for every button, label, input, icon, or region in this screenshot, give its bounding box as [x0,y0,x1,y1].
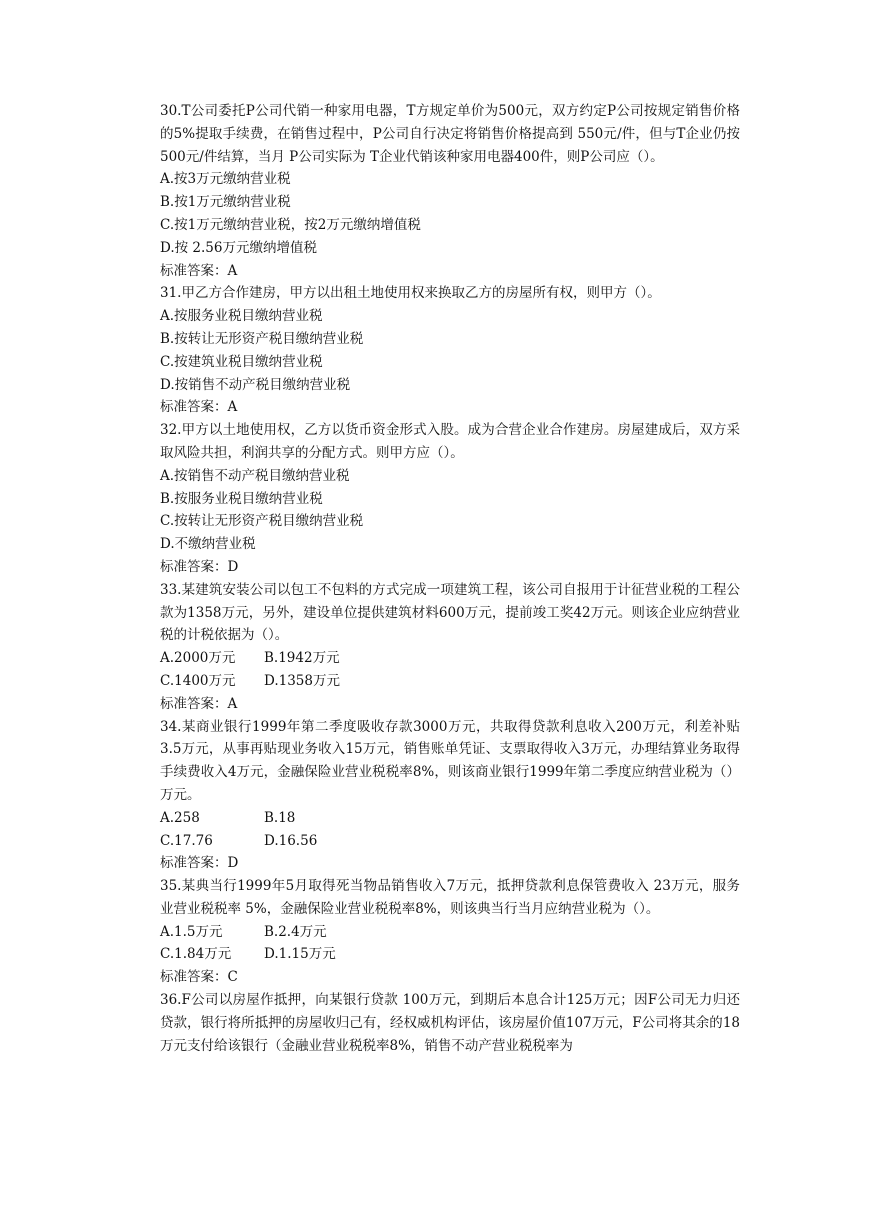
question-36-stem: 36.F公司以房屋作抵押，向某银行贷款 100万元，到期后本息合计125万元；因F公司无力归还贷款，银行将所抵押的房屋收归己有，经权威机构评估，该房屋价值107万元，F公司将其余的18万元支付给该银行（金融业营业税税率8%，销售不动产营业税税率为 [160,992,740,1054]
question-32-option-c: C.按转让无形资产税目缴纳营业税 [160,513,364,530]
question-32-option-a: A.按销售不动产税目缴纳营业税 [160,467,350,484]
question-33-answer: 标准答案：A [160,695,238,712]
question-35-options-row-2 [160,943,740,966]
question-33-stem: 33.某建筑安装公司以包工不包料的方式完成一项建筑工程，该公司自报用于计征营业税的工程公款为1358万元，另外，建设单位提供建筑材料600万元，提前竣工奖42万元。则该企业应纳营业税的计税依据为（）。 [160,581,740,644]
question-33-option-d: D.1358万元 [264,672,340,689]
question-35-answer: 标准答案：C [160,969,238,986]
question-34-option-d: D.16.56 [264,832,318,849]
question-33-options-row-1 [160,647,740,670]
question-31-option-b: B.按转让无形资产税目缴纳营业税 [160,330,364,347]
question-30-option-d: D.按 2.56万元缴纳增值税 [160,239,317,256]
question-34-option-b: B.18 [264,809,296,826]
question-35-option-b: B.2.4万元 [264,923,327,940]
question-34-options-row-2 [160,830,740,853]
question-31-option-a: A.按服务业税目缴纳营业税 [160,308,323,325]
question-33-option-a: A.2000万元 [160,650,236,667]
question-31-option-c: C.按建筑业税目缴纳营业税 [160,353,323,370]
question-34-answer: 标准答案：D [160,855,239,872]
question-31-answer: 标准答案：A [160,399,238,416]
question-35-option-a: A.1.5万元 [160,923,223,940]
question-35-option-c: C.1.84万元 [160,946,232,963]
question-32-stem: 32.甲方以土地使用权，乙方以货币资金形式入股。成为合营企业合作建房。房屋建成后，双方采取风险共担，利润共享的分配方式。则甲方应（）。 [160,422,740,461]
question-30-answer: 标准答案：A [160,262,238,279]
document-body [160,100,740,1057]
question-33-option-c: C.1400万元 [160,672,236,689]
question-34-option-a: A.258 [160,809,200,826]
question-30-option-c: C.按1万元缴纳营业税，按2万元缴纳增值税 [160,216,421,233]
question-30-option-a: A.按3万元缴纳营业税 [160,171,291,188]
question-34-option-c: C.17.76 [160,832,213,849]
question-33-options-row-2 [160,670,740,693]
question-34-stem: 34.某商业银行1999年第二季度吸收存款3000万元，共取得贷款利息收入200万元，利差补贴3.5万元，从事再贴现业务收入15万元，销售账单凭证、支票取得收入3万元，办理结算业务取得手续费收入4万元，金融保险业营业税税率8%，则该商业银行1999年第二季度应纳营业税为（）万元。 [160,718,740,803]
question-35-stem: 35.某典当行1999年5月取得死当物品销售收入7万元，抵押贷款利息保管费收入 23万元，服务业营业税税率 5%，金融保险业营业税税率8%，则该典当行当月应纳营业税为（）。 [160,878,740,917]
question-30-option-b: B.按1万元缴纳营业税 [160,194,291,211]
question-31-option-d: D.按销售不动产税目缴纳营业税 [160,376,351,393]
question-30-stem: 30.T公司委托P公司代销一种家用电器，T方规定单价为500元，双方约定P公司按规定销售价格的5%提取手续费，在销售过程中，P公司自行决定将销售价格提高到 550元/件，但与T企业仍按 500元/件结算，当月 P公司实际为 T企业代销该种家用电器400件，则P公司应（）。 [160,103,740,165]
question-32-option-b: B.按服务业税目缴纳营业税 [160,490,323,507]
question-32-answer: 标准答案：D [160,558,239,575]
question-34-options-row-1 [160,807,740,830]
question-35-option-d: D.1.15万元 [264,946,336,963]
question-33-option-b: B.1942万元 [264,650,340,667]
question-32-option-d: D.不缴纳营业税 [160,536,256,553]
question-31-stem: 31.甲乙方合作建房，甲方以出租土地使用权来换取乙方的房屋所有权，则甲方（）。 [160,285,661,302]
question-35-options-row-1 [160,921,740,944]
